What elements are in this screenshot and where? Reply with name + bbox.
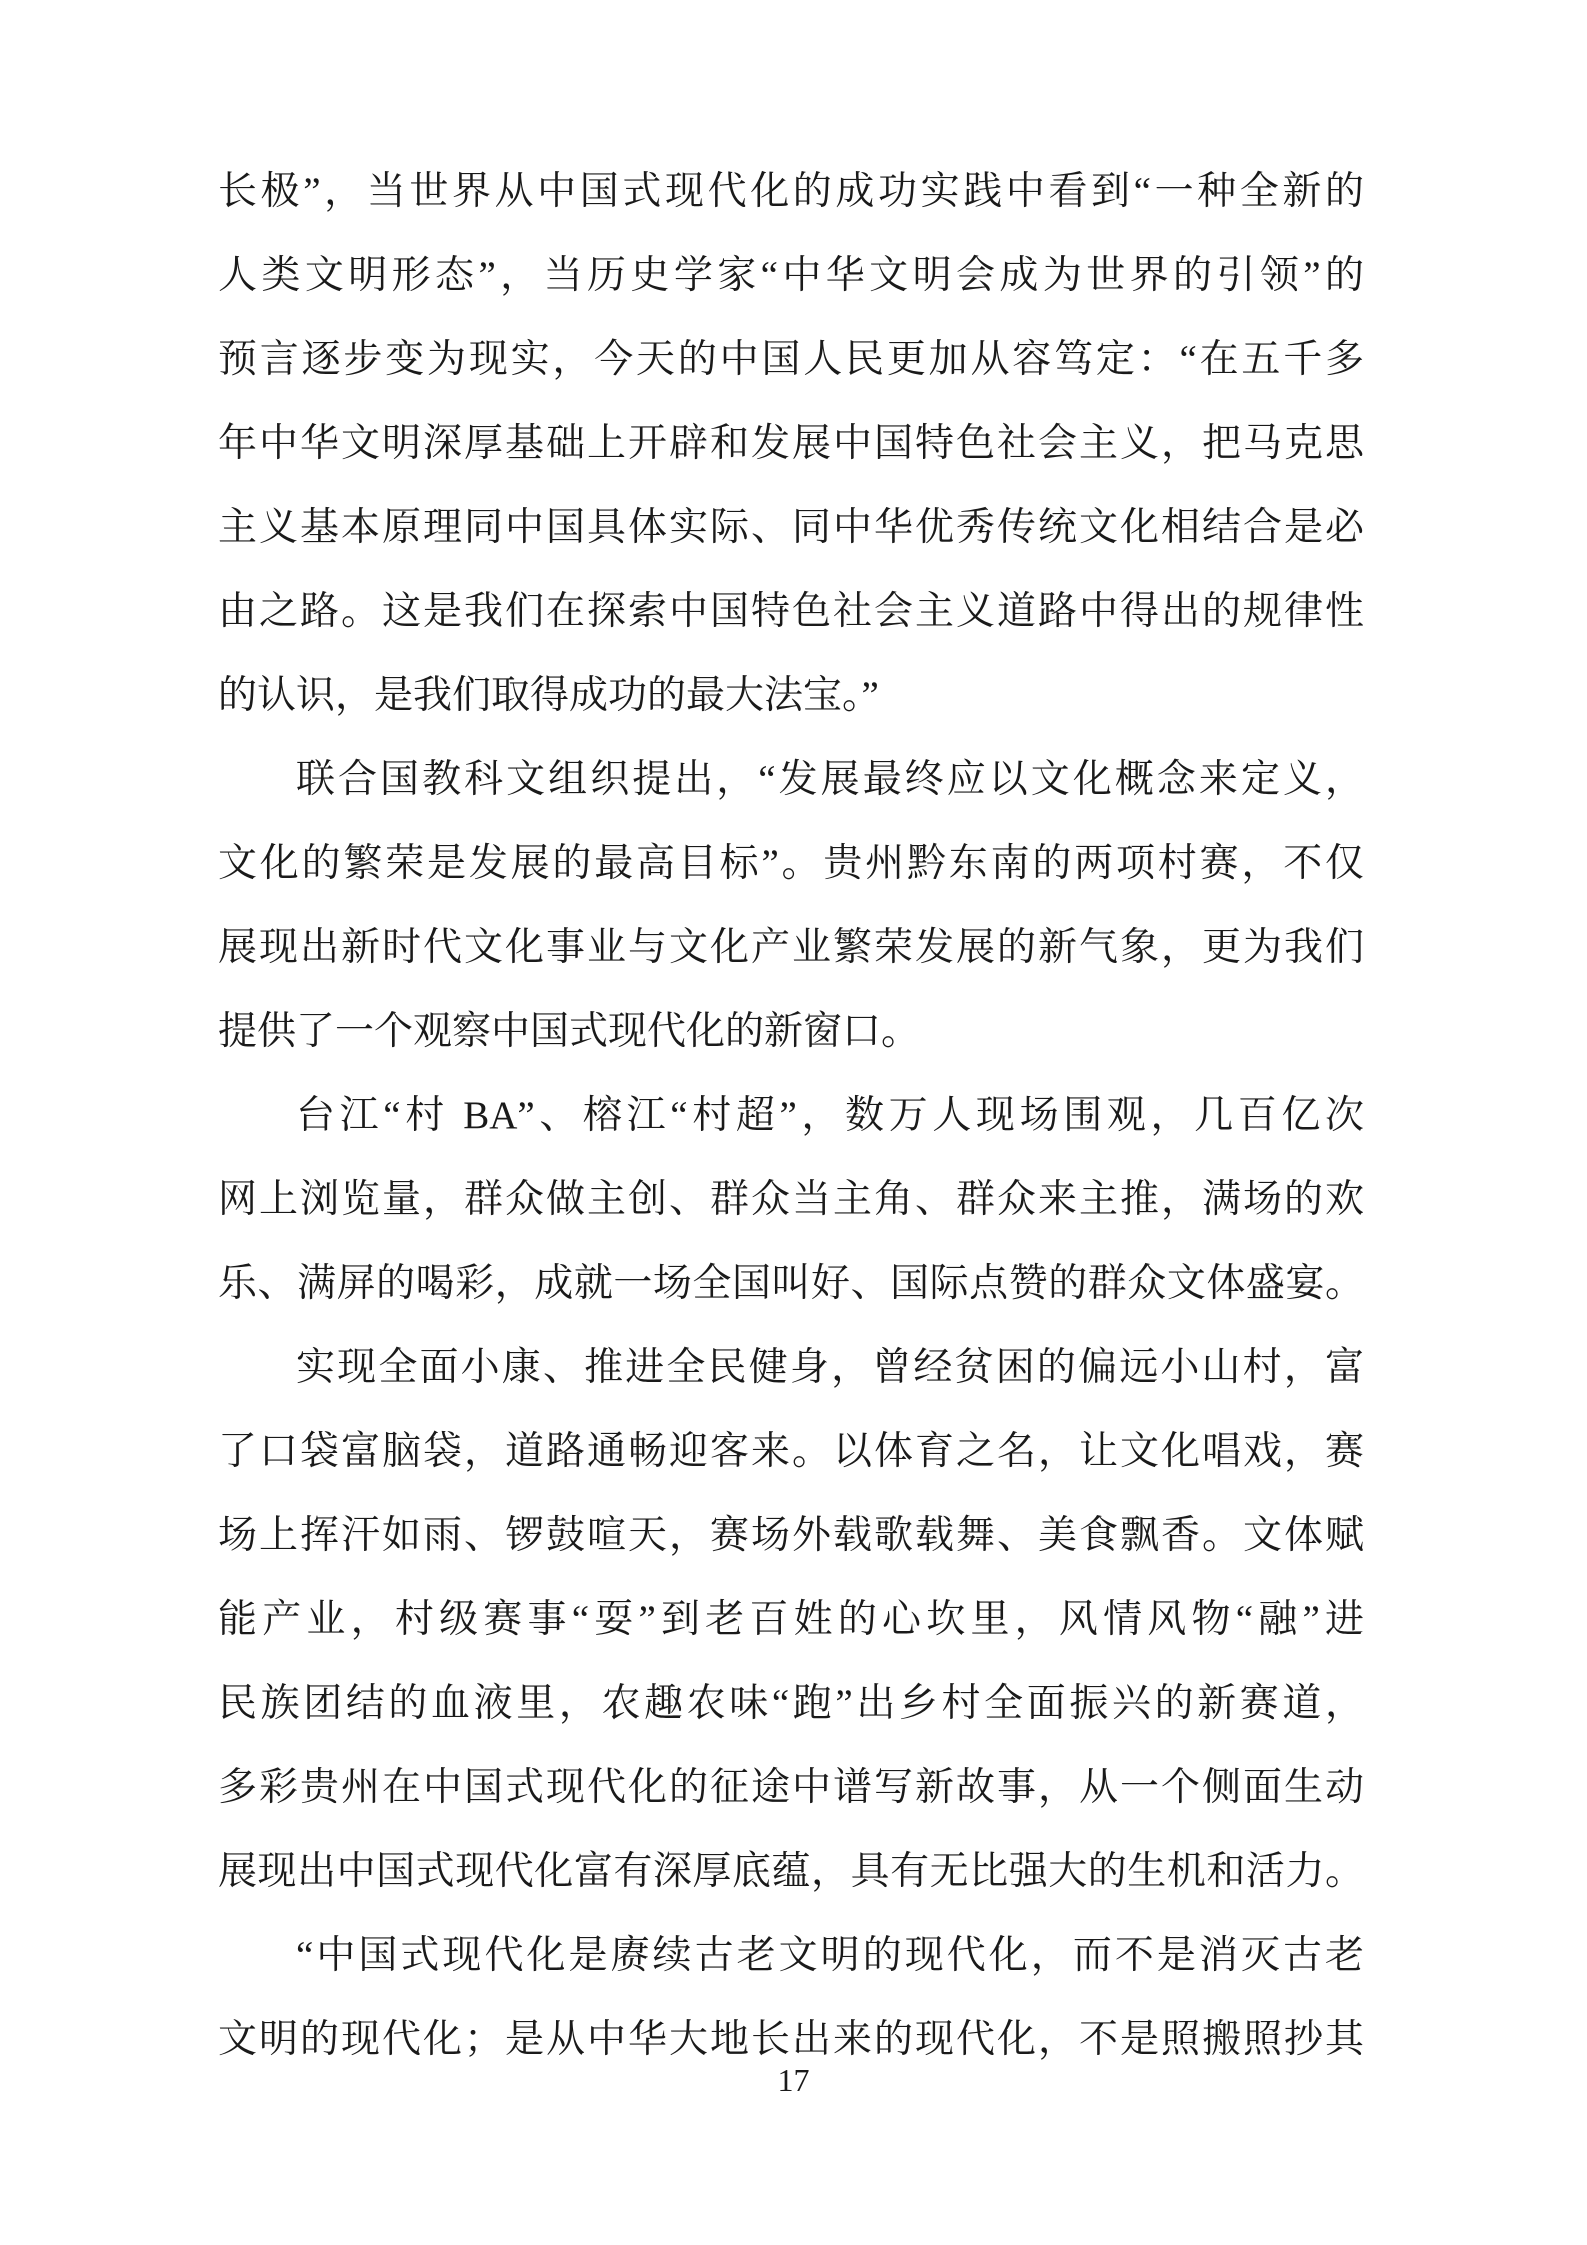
text-line: “中国式现代化是赓续古老文明的现代化，而不是消灭古老 <box>296 1934 1364 1977</box>
text-line: 文明的现代化；是从中华大地长出来的现代化，不是照搬照抄其 <box>218 2018 1364 2061</box>
text-line: 联合国教科文组织提出，“发展最终应以文化概念来定义， <box>296 758 1364 801</box>
text-line: 主义基本原理同中国具体实际、同中华优秀传统文化相结合是必 <box>218 506 1364 549</box>
text-line: 年中华文明深厚基础上开辟和发展中国特色社会主义，把马克思 <box>218 422 1364 465</box>
text-line: 网上浏览量，群众做主创、群众当主角、群众来主推，满场的欢 <box>218 1178 1364 1221</box>
text-line: 多彩贵州在中国式现代化的征途中谱写新故事，从一个侧面生动 <box>218 1766 1364 1809</box>
text-line: 台江“村 BA”、榕江“村超”，数万人现场围观，几百亿次 <box>296 1094 1364 1137</box>
text-line: 了口袋富脑袋，道路通畅迎客来。以体育之名，让文化唱戏，赛 <box>218 1430 1364 1473</box>
text-line: 民族团结的血液里，农趣农味“跑”出乡村全面振兴的新赛道， <box>218 1682 1364 1725</box>
text-line: 的认识，是我们取得成功的最大法宝。” <box>218 674 879 717</box>
text-line: 能产业，村级赛事“耍”到老百姓的心坎里，风情风物“融”进 <box>218 1598 1364 1641</box>
text-line: 人类文明形态”，当历史学家“中华文明会成为世界的引领”的 <box>218 254 1364 297</box>
document-body <box>218 150 1364 2082</box>
text-line: 提供了一个观察中国式现代化的新窗口。 <box>218 1010 921 1053</box>
text-line: 长极”，当世界从中国式现代化的成功实践中看到“一种全新的 <box>218 170 1364 213</box>
text-line: 由之路。这是我们在探索中国特色社会主义道路中得出的规律性 <box>218 590 1364 633</box>
text-line: 展现出新时代文化事业与文化产业繁荣发展的新气象，更为我们 <box>218 926 1364 969</box>
text-line: 预言逐步变为现实，今天的中国人民更加从容笃定：“在五千多 <box>218 338 1364 381</box>
text-line: 文化的繁荣是发展的最高目标”。贵州黔东南的两项村赛，不仅 <box>218 842 1364 885</box>
page-number: 17 <box>777 2062 810 2098</box>
text-line: 实现全面小康、推进全民健身，曾经贫困的偏远小山村，富 <box>296 1346 1364 1389</box>
text-line: 场上挥汗如雨、锣鼓喧天，赛场外载歌载舞、美食飘香。文体赋 <box>218 1514 1364 1557</box>
text-line: 乐、满屏的喝彩，成就一场全国叫好、国际点赞的群众文体盛宴。 <box>218 1262 1364 1305</box>
text-line: 展现出中国式现代化富有深厚底蕴，具有无比强大的生机和活力。 <box>218 1850 1364 1893</box>
